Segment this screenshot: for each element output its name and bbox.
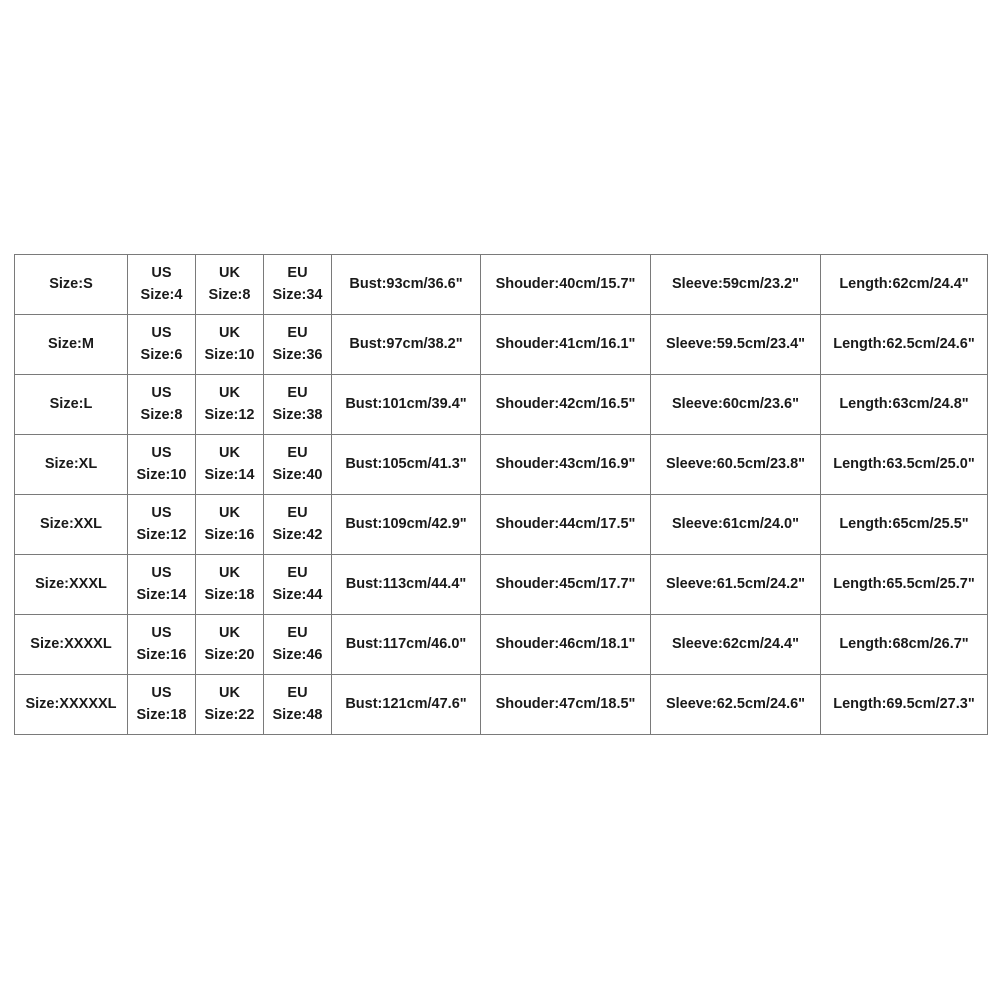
- size-chart-body: [15, 255, 988, 735]
- size-cell: Size:XL: [15, 435, 128, 495]
- sleeve-cell: Sleeve:62cm/24.4": [651, 615, 821, 675]
- us-size-cell: US Size:4: [128, 255, 196, 315]
- shoulder-cell: Shouder:40cm/15.7": [481, 255, 651, 315]
- uk-size-cell: UK Size:10: [196, 315, 264, 375]
- size-cell: Size:L: [15, 375, 128, 435]
- us-size-cell: US Size:16: [128, 615, 196, 675]
- length-cell: Length:63cm/24.8": [821, 375, 988, 435]
- size-cell: Size:XXXXL: [15, 615, 128, 675]
- size-cell: Size:S: [15, 255, 128, 315]
- shoulder-cell: Shouder:41cm/16.1": [481, 315, 651, 375]
- bust-cell: Bust:93cm/36.6": [332, 255, 481, 315]
- eu-size-cell: EU Size:44: [264, 555, 332, 615]
- table-row: [15, 255, 988, 315]
- shoulder-cell: Shouder:44cm/17.5": [481, 495, 651, 555]
- bust-cell: Bust:101cm/39.4": [332, 375, 481, 435]
- sleeve-cell: Sleeve:59cm/23.2": [651, 255, 821, 315]
- sleeve-cell: Sleeve:62.5cm/24.6": [651, 675, 821, 735]
- sleeve-cell: Sleeve:60.5cm/23.8": [651, 435, 821, 495]
- uk-size-cell: UK Size:20: [196, 615, 264, 675]
- uk-size-cell: UK Size:8: [196, 255, 264, 315]
- size-cell: Size:XXL: [15, 495, 128, 555]
- length-cell: Length:63.5cm/25.0": [821, 435, 988, 495]
- eu-size-cell: EU Size:46: [264, 615, 332, 675]
- eu-size-cell: EU Size:48: [264, 675, 332, 735]
- shoulder-cell: Shouder:42cm/16.5": [481, 375, 651, 435]
- eu-size-cell: EU Size:40: [264, 435, 332, 495]
- eu-size-cell: EU Size:42: [264, 495, 332, 555]
- us-size-cell: US Size:14: [128, 555, 196, 615]
- eu-size-cell: EU Size:38: [264, 375, 332, 435]
- us-size-cell: US Size:8: [128, 375, 196, 435]
- table-row: [15, 555, 988, 615]
- sleeve-cell: Sleeve:61.5cm/24.2": [651, 555, 821, 615]
- size-cell: Size:M: [15, 315, 128, 375]
- length-cell: Length:65.5cm/25.7": [821, 555, 988, 615]
- table-row: [15, 615, 988, 675]
- shoulder-cell: Shouder:45cm/17.7": [481, 555, 651, 615]
- sleeve-cell: Sleeve:61cm/24.0": [651, 495, 821, 555]
- size-chart-table: [14, 254, 988, 735]
- size-cell: Size:XXXXXL: [15, 675, 128, 735]
- bust-cell: Bust:105cm/41.3": [332, 435, 481, 495]
- length-cell: Length:69.5cm/27.3": [821, 675, 988, 735]
- length-cell: Length:62.5cm/24.6": [821, 315, 988, 375]
- shoulder-cell: Shouder:43cm/16.9": [481, 435, 651, 495]
- length-cell: Length:62cm/24.4": [821, 255, 988, 315]
- us-size-cell: US Size:6: [128, 315, 196, 375]
- uk-size-cell: UK Size:22: [196, 675, 264, 735]
- bust-cell: Bust:97cm/38.2": [332, 315, 481, 375]
- us-size-cell: US Size:18: [128, 675, 196, 735]
- size-cell: Size:XXXL: [15, 555, 128, 615]
- uk-size-cell: UK Size:18: [196, 555, 264, 615]
- uk-size-cell: UK Size:12: [196, 375, 264, 435]
- bust-cell: Bust:109cm/42.9": [332, 495, 481, 555]
- shoulder-cell: Shouder:46cm/18.1": [481, 615, 651, 675]
- sleeve-cell: Sleeve:59.5cm/23.4": [651, 315, 821, 375]
- bust-cell: Bust:113cm/44.4": [332, 555, 481, 615]
- bust-cell: Bust:117cm/46.0": [332, 615, 481, 675]
- uk-size-cell: UK Size:16: [196, 495, 264, 555]
- length-cell: Length:65cm/25.5": [821, 495, 988, 555]
- shoulder-cell: Shouder:47cm/18.5": [481, 675, 651, 735]
- us-size-cell: US Size:12: [128, 495, 196, 555]
- eu-size-cell: EU Size:36: [264, 315, 332, 375]
- eu-size-cell: EU Size:34: [264, 255, 332, 315]
- bust-cell: Bust:121cm/47.6": [332, 675, 481, 735]
- table-row: [15, 675, 988, 735]
- table-row: [15, 495, 988, 555]
- table-row: [15, 375, 988, 435]
- us-size-cell: US Size:10: [128, 435, 196, 495]
- table-row: [15, 435, 988, 495]
- length-cell: Length:68cm/26.7": [821, 615, 988, 675]
- uk-size-cell: UK Size:14: [196, 435, 264, 495]
- table-row: [15, 315, 988, 375]
- sleeve-cell: Sleeve:60cm/23.6": [651, 375, 821, 435]
